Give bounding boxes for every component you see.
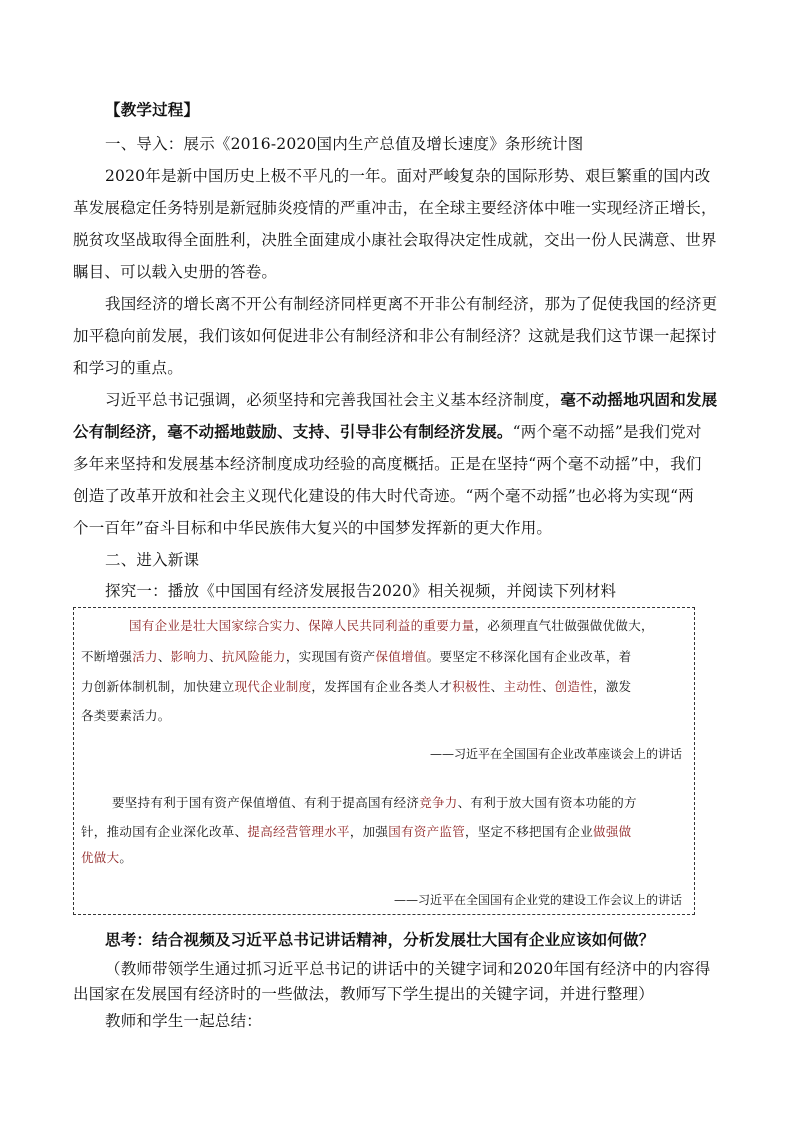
text-line: 2020年是新中国历史上极不平凡的一年。面对严峻复杂的国际形势、艰巨繁重的国内改 bbox=[105, 167, 711, 185]
text-line: 加平稳向前发展，我们该如何促进非公有制经济和非公有制经济？这就是我们这节课一起探讨 bbox=[73, 327, 717, 345]
text-line: 出国家在发展国有经济时的一些做法，教师写下学生提出的关键字词，并进行整理） bbox=[73, 985, 654, 1003]
quote-box bbox=[73, 607, 695, 915]
quote-line: 各类要素活力。 bbox=[81, 708, 171, 723]
quote-line: 力创新体制机制，加快建立现代企业制度，发挥国有企业各类人才积极性、主动性、创造性，激发 bbox=[81, 679, 632, 694]
quote-line: 针，推动国有企业深化改革、提高经营管理水平，加强国有资产监管，坚定不移把国有企业做强做 bbox=[81, 824, 632, 839]
text-line bbox=[73, 422, 702, 442]
text-normal: “两个毫不动摇”是我们党对 bbox=[512, 423, 702, 441]
text-line bbox=[105, 390, 717, 410]
section-2-title: 二、进入新课 bbox=[105, 551, 200, 569]
summary-text: 教师和学生一起总结： bbox=[105, 1012, 263, 1030]
quote-line: 优做大。 bbox=[81, 850, 133, 865]
section-heading: 【教学过程】 bbox=[105, 101, 200, 119]
text-line: 多年来坚持和发展基本经济制度成功经验的高度概括。正是在坚持“两个毫不动摇”中，我们 bbox=[73, 455, 702, 473]
explore-title: 探究一：播放《中国国有经济发展报告2020》相关视频，并阅读下列材料 bbox=[105, 582, 617, 600]
text-line: 和学习的重点。 bbox=[73, 359, 183, 377]
text-line: 我国经济的增长离不开公有制经济同样更离不开非公有制经济，那为了促使我国的经济更 bbox=[105, 295, 718, 313]
think-question: 思考：结合视频及习近平总书记讲话精神，分析发展壮大国有企业应该如何做？ bbox=[105, 931, 655, 949]
text-line: 创造了改革开放和社会主义现代化建设的伟大时代奇迹。“两个毫不动摇”也必将为实现“两 bbox=[73, 487, 694, 505]
text-bold: 公有制经济，毫不动摇地鼓励、支持、引导非公有制经济发展。 bbox=[73, 423, 513, 441]
text-bold: 毫不动摇地巩固和发展 bbox=[560, 391, 718, 409]
text-normal: 习近平总书记强调，必须坚持和完善我国社会主义基本经济制度， bbox=[105, 391, 561, 409]
quote-line: 国有企业是壮大国家综合实力、保障人民共同利益的重要力量，必须理直气壮做强做优做大， bbox=[129, 618, 654, 633]
highlight-text: 国有企业是壮大国家综合实力、保障人民共同利益的重要力量 bbox=[129, 618, 475, 633]
text-line: （教师带领学生通过抓习近平总书记的讲话中的关键字词和2020年国有经济中的内容得 bbox=[105, 960, 711, 978]
text-line: 瞩目、可以载入史册的答卷。 bbox=[73, 263, 278, 281]
quote-line: 要坚持有利于国有资产保值增值、有利于提高国有经济竞争力、有利于放大国有资本功能的方 bbox=[112, 795, 637, 810]
quote-line: 不断增强活力、影响力、抗风险能力，实现国有资产保值增值。要坚定不移深化国有企业改革，着 bbox=[81, 649, 632, 664]
intro-title: 一、导入：展示《2016-2020国内生产总值及增长速度》条形统计图 bbox=[105, 135, 584, 153]
text-line: 脱贫攻坚战取得全面胜利，决胜全面建成小康社会取得决定性成就，交出一份人民满意、世界 bbox=[73, 231, 717, 249]
text-line: 革发展稳定任务特别是新冠肺炎疫情的严重冲击，在全球主要经济体中唯一实现经济正增长， bbox=[73, 199, 717, 217]
quote-source: ——习近平在全国国有企业改革座谈会上的讲话 bbox=[429, 747, 682, 761]
quote-source: ——习近平在全国国有企业党的建设工作会议上的讲话 bbox=[393, 893, 682, 907]
text-line: 个一百年”奋斗目标和中华民族伟大复兴的中国梦发挥新的更大作用。 bbox=[73, 519, 553, 537]
